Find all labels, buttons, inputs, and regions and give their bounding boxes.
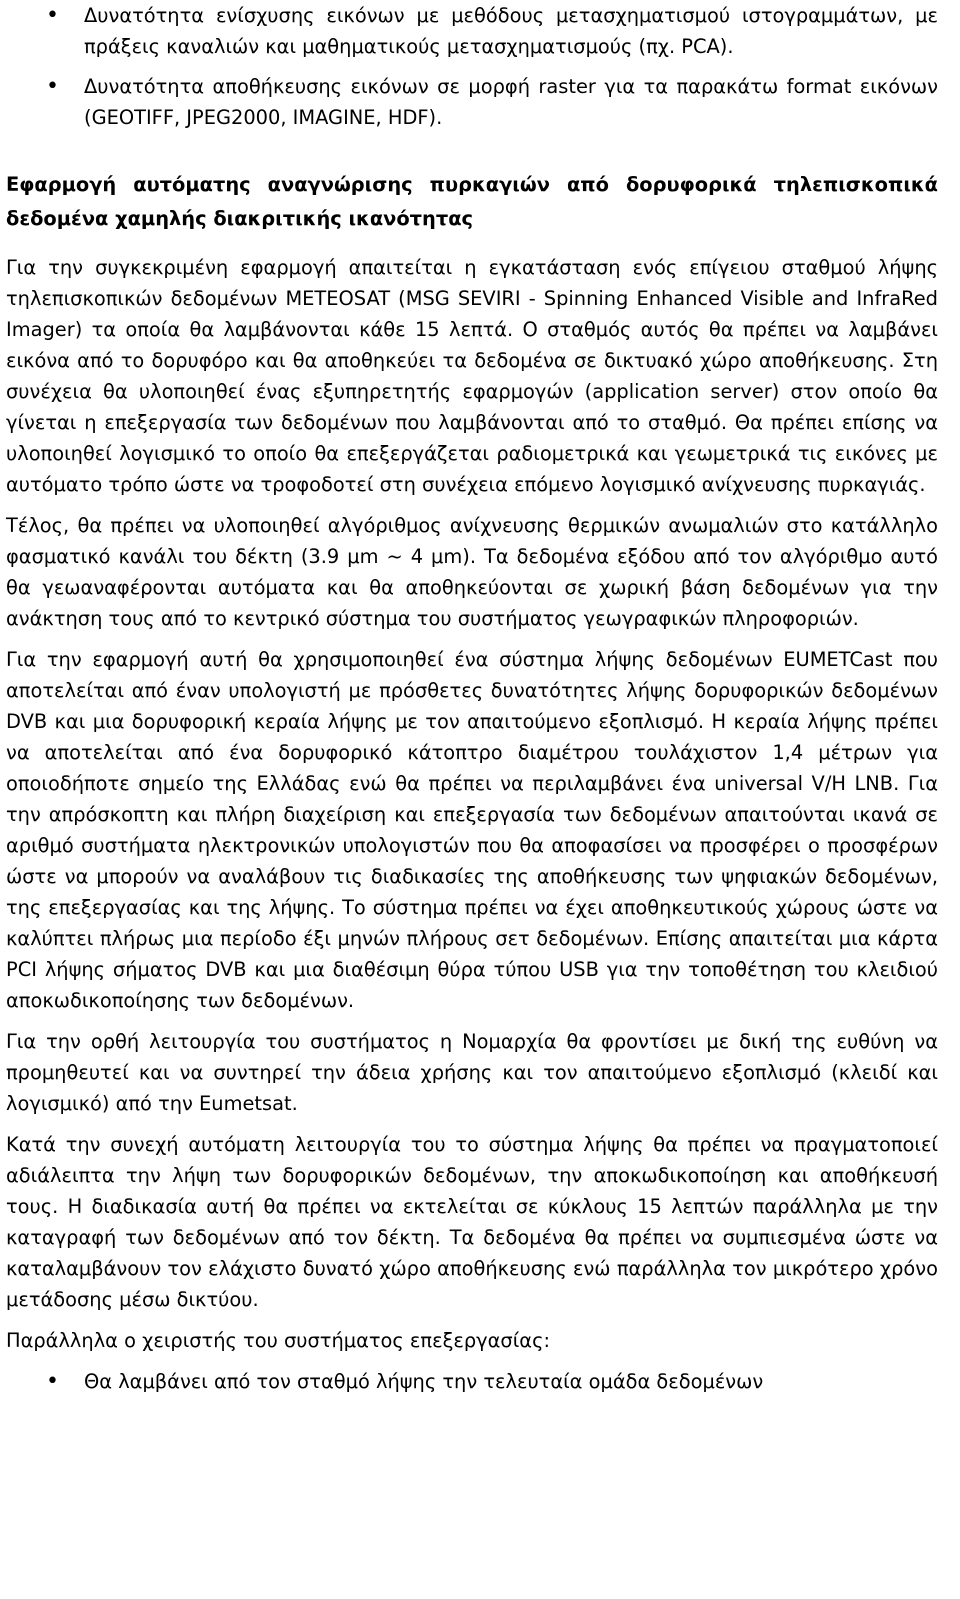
paragraph: Κατά την συνεχή αυτόματη λειτουργία του το σύστημα λήψης θα πρέπει να πραγματοποιεί αδιάλειπτα την λήψη των δορυφορικών δεδομένων, την αποκωδικοποίηση και αποθήκευσή τους. Η διαδικασία αυτή θα πρέπει να εκτελείται σε κύκλους 15 λεπτών παράλληλα με την καταγραφή των δεδομένων από τον δέκτη. Τα δεδομένα θα πρέπει να συμπιεσμένα ώστε να καταλαμβάνουν τον ελάχιστο δυνατό χώρο αποθήκευσης ενώ παράλληλα τον μικρότερο χρόνο μετάδοσης μέσω δικτύου. (6, 1133, 938, 1311)
document-page (6, 0, 938, 1397)
list-item: • Δυνατότητα αποθήκευσης εικόνων σε μορφή raster για τα παρακάτω format εικόνων (GEOTIFF, JPEG2000, IMAGINE, HDF). (6, 71, 938, 133)
paragraph: Παράλληλα ο χειριστής του συστήματος επεξεργασίας: (6, 1329, 550, 1352)
list-item: • Δυνατότητα ενίσχυσης εικόνων με μεθόδους μετασχηματισμού ιστογραμμάτων, με πράξεις καναλιών και μαθηματικούς μετασχηματισμούς (πχ. PCA). (6, 0, 938, 62)
top-bullet-list (6, 0, 938, 133)
paragraph: Για την συγκεκριμένη εφαρμογή απαιτείται η εγκατάσταση ενός επίγειου σταθμού λήψης τηλεπισκοπικών δεδομένων METEOSAT (MSG SEVIRI - Spinning Enhanced Visible and InfraRed Imager) τα οποία θα λαμβάνονται κάθε 15 λεπτά. Ο σταθμός αυτός θα πρέπει να λαμβάνει εικόνα από το δορυφόρο και θα αποθηκεύει τα δεδομένα σε δικτυακό χώρο αποθήκευσης. Στη συνέχεια θα υλοποιηθεί ένας εξυπηρετητής εφαρμογών (application server) στον οποίο θα γίνεται η επεξεργασία των δεδομένων που λαμβάνονται από το σταθμό. Θα πρέπει επίσης να υλοποιηθεί λογισμικό το οποίο θα επεξεργάζεται ραδιομετρικά και γεωμετρικά τις εικόνες με αυτόματο τρόπο ώστε να τροφοδοτεί στη συνέχεια επόμενο λογισμικό ανίχνευσης πυρκαγιάς. (6, 256, 938, 496)
paragraph: Τέλος, θα πρέπει να υλοποιηθεί αλγόριθμος ανίχνευσης θερμικών ανωμαλιών στο κατάλληλο φασματικό κανάλι του δέκτη (3.9 μm ~ 4 μm). Τα δεδομένα εξόδου από τον αλγόριθμο αυτό θα γεωαναφέρονται αυτόματα και θα αποθηκεύονται σε χωρική βάση δεδομένων για την ανάκτηση τους από το κεντρικό σύστημα του συστήματος γεωγραφικών πληροφοριών. (6, 514, 938, 630)
bottom-bullet-list (6, 1366, 938, 1397)
section-heading: Εφαρμογή αυτόματης αναγνώρισης πυρκαγιών από δορυφορικά τηλεπισκοπικά δεδομένα χαμηλής διακριτικής ικανότητας (6, 173, 938, 230)
list-item: • Θα λαμβάνει από τον σταθμό λήψης την τελευταία ομάδα δεδομένων (6, 1366, 938, 1397)
paragraph: Για την ορθή λειτουργία του συστήματος η Νομαρχία θα φροντίσει με δική της ευθύνη να προμηθευτεί και να συντηρεί την άδεια χρήσης και τον απαιτούμενο εξοπλισμό (κλειδί και λογισμικό) από την Eumetsat. (6, 1030, 938, 1115)
paragraph: Για την εφαρμογή αυτή θα χρησιμοποιηθεί ένα σύστημα λήψης δεδομένων EUMETCast που αποτελείται από έναν υπολογιστή με πρόσθετες δυνατότητες λήψης δορυφορικών δεδομένων DVB και μια δορυφορική κεραία λήψης με τον απαιτούμενο εξοπλισμό. Η κεραία λήψης πρέπει να αποτελείται από ένα δορυφορικό κάτοπτρο διαμέτρου τουλάχιστον 1,4 μέτρων για οποιοδήποτε σημείο της Ελλάδας ενώ θα πρέπει να περιλαμβάνει ένα universal V/H LNB. Για την απρόσκοπτη και πλήρη διαχείριση και επεξεργασία των δεδομένων απαιτούνται ικανά σε αριθμό συστήματα ηλεκτρονικών υπολογιστών που θα αποφασίσει να προσφέρει ο προσφέρων ώστε να μπορούν να αναλάβουν τις διαδικασίες της αποθήκευσης των ψηφιακών δεδομένων, της επεξεργασίας και της λήψης. Το σύστημα πρέπει να έχει αποθηκευτικούς χώρους ώστε να καλύπτει πλήρως μια περίοδο έξι μηνών πλήρους σετ δεδομένων. Επίσης απαιτείται μια κάρτα PCI λήψης σήματος DVB και μια διαθέσιμη θύρα τύπου USB για την τοποθέτηση του κλειδιού αποκωδικοποίησης των δεδομένων. (6, 648, 938, 1012)
